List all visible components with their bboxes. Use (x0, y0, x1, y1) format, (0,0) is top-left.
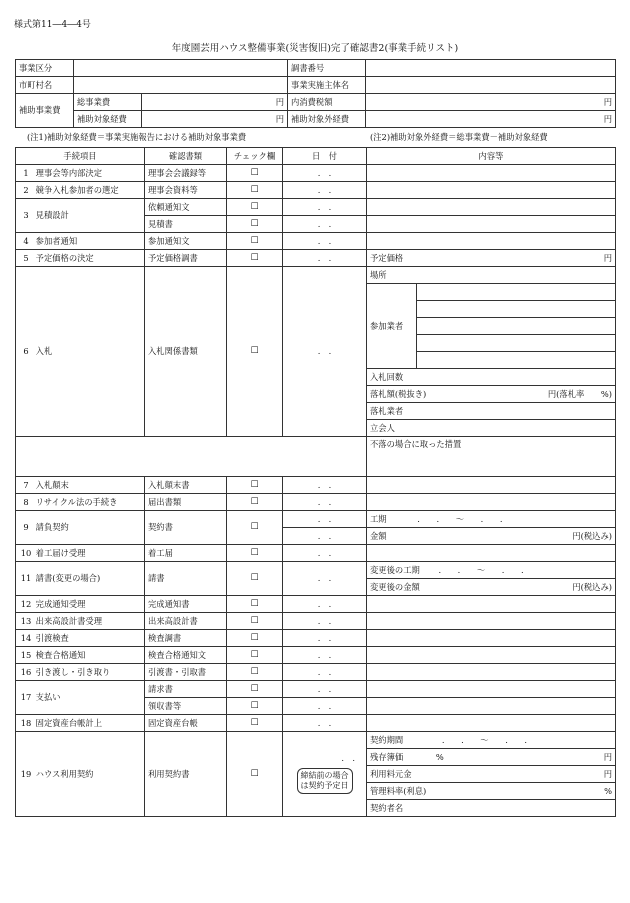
checkbox[interactable]: ☐ (227, 630, 283, 647)
document-name: 理事会資料等 (145, 182, 227, 199)
participants-label: 参加業者 (367, 284, 417, 369)
procedure-item: 8 リサイクル法の手続き (16, 494, 145, 511)
procedure-item: 11 請書(変更の場合) (16, 562, 145, 596)
naishohi-label: 内消費税額 (288, 94, 366, 111)
date-field[interactable]: . . (283, 165, 367, 182)
checkbox[interactable]: ☐ (227, 596, 283, 613)
content-field[interactable] (367, 647, 616, 664)
checkbox[interactable]: ☐ (227, 494, 283, 511)
procedure-item: 16 引き渡し・引き取り (16, 664, 145, 681)
table-row (16, 681, 616, 698)
document-name: 検査調書 (145, 630, 227, 647)
col-date: 日 付 (283, 148, 367, 165)
document-name: 検査合格通知文 (145, 647, 227, 664)
note-2: (注2)補助対象外経費＝総事業費－補助対象経費 (370, 132, 548, 142)
failed-measure-field[interactable]: 不落の場合に取った措置 (367, 437, 616, 477)
table-row (16, 267, 616, 284)
table-row (16, 715, 616, 732)
document-name: 入札関係書類 (145, 267, 227, 437)
page-title: 年度園芸用ハウス整備事業(災害復旧)完了確認書2(事業手続リスト) (171, 43, 459, 54)
period-field[interactable]: 変更後の工期 . . ～ . . (367, 562, 616, 579)
participant-field[interactable] (417, 335, 616, 352)
content-field[interactable] (367, 613, 616, 630)
checkbox[interactable]: ☐ (227, 715, 283, 732)
checkbox[interactable]: ☐ (227, 182, 283, 199)
chosho-bango-field[interactable] (366, 60, 616, 77)
yotei-kakaku-label: 予定価格 (370, 252, 404, 263)
participant-field[interactable] (417, 318, 616, 335)
table-row (16, 437, 616, 477)
document-name: 引渡書・引取書 (145, 664, 227, 681)
date-field[interactable]: . . (283, 545, 367, 562)
checkbox[interactable]: ☐ (227, 698, 283, 715)
checkbox[interactable]: ☐ (227, 613, 283, 630)
table-row (16, 199, 616, 216)
table-row (16, 732, 616, 749)
jisshi-shutai-field[interactable] (366, 77, 616, 94)
date-field[interactable]: . . (283, 267, 367, 437)
bid-price-field[interactable]: 落札額(税抜き) 円(落札率 %) (367, 386, 616, 403)
date-field[interactable]: . . (283, 596, 367, 613)
form-number: 様式第11―4―4号 (14, 20, 91, 30)
checkbox[interactable]: ☐ (227, 562, 283, 596)
date-field[interactable]: . . (283, 199, 367, 216)
content-field[interactable] (367, 698, 616, 715)
amount-field[interactable]: 金額 円(税込み) (367, 528, 616, 545)
procedure-item: 12 完成通知受理 (16, 596, 145, 613)
procedure-item: 13 出来高設計書受理 (16, 613, 145, 630)
content-field[interactable] (367, 630, 616, 647)
winner-field[interactable]: 落札業者 (367, 403, 616, 420)
procedure-item: 15 検査合格通知 (16, 647, 145, 664)
checkbox[interactable]: ☐ (227, 545, 283, 562)
hojo-jigyohi-label: 補助事業費 (16, 94, 74, 128)
table-row (16, 511, 616, 528)
table-row (16, 233, 616, 250)
document-name: 請求書 (145, 681, 227, 698)
checkbox[interactable]: ☐ (227, 511, 283, 545)
checkbox[interactable]: ☐ (227, 250, 283, 267)
yen-unit: 円 (603, 252, 612, 263)
checkbox[interactable]: ☐ (227, 664, 283, 681)
content-field[interactable] (367, 494, 616, 511)
date-field[interactable]: . . (283, 715, 367, 732)
amount-field[interactable]: 変更後の金額 円(税込み) (367, 579, 616, 596)
naishohi-field[interactable]: 円 (366, 94, 616, 111)
procedure-table (15, 147, 616, 817)
content-field[interactable] (367, 681, 616, 698)
date-field[interactable]: . . (283, 494, 367, 511)
procedure-item: 7 入札顛末 (16, 477, 145, 494)
jisshi-shutai-label: 事業実施主体名 (288, 77, 366, 94)
table-row (16, 613, 616, 630)
date-field[interactable]: . . (283, 528, 367, 545)
col-check: チェック欄 (227, 148, 283, 165)
table-row (16, 664, 616, 681)
procedure-item: 19 ハウス利用契約 (16, 732, 145, 817)
shichoson-label: 市町村名 (16, 77, 74, 94)
participant-field[interactable] (417, 301, 616, 318)
checkbox[interactable]: ☐ (227, 216, 283, 233)
contractor-field[interactable]: 契約者名 (367, 800, 616, 817)
residual-field[interactable]: 残存簿価 % 円 (367, 749, 616, 766)
sojigyohi-field[interactable]: 円 (142, 94, 288, 111)
checkbox[interactable]: ☐ (227, 267, 283, 437)
checkbox[interactable]: ☐ (227, 647, 283, 664)
document-name: 固定資産台帳 (145, 715, 227, 732)
hojo-taishogai-label: 補助対象外経費 (288, 111, 366, 128)
document-name: 入札顛末書 (145, 477, 227, 494)
date-field[interactable]: . . (283, 233, 367, 250)
content-field[interactable] (367, 182, 616, 199)
date-field[interactable]: . . (283, 613, 367, 630)
document-name: 予定価格調書 (145, 250, 227, 267)
document-name: 領収書等 (145, 698, 227, 715)
document-name: 契約書 (145, 511, 227, 545)
procedure-item: 17 支払い (16, 681, 145, 715)
witness-field[interactable]: 立会人 (367, 420, 616, 437)
table-row (16, 596, 616, 613)
checkbox[interactable]: ☐ (227, 233, 283, 250)
checkbox[interactable]: ☐ (227, 477, 283, 494)
date-field[interactable]: . . (283, 250, 367, 267)
document-name: 出来高設計書 (145, 613, 227, 630)
content-field[interactable] (367, 664, 616, 681)
procedure-item: 14 引渡検査 (16, 630, 145, 647)
shichoson-field[interactable] (74, 77, 288, 94)
date-field[interactable]: . . (283, 698, 367, 715)
table-row (16, 647, 616, 664)
procedure-item: 9 請負契約 (16, 511, 145, 545)
col-document: 確認書類 (145, 148, 227, 165)
hojo-taisho-field[interactable]: 円 (142, 111, 288, 128)
hojo-taisho-label: 補助対象経費 (74, 111, 142, 128)
content-field[interactable] (367, 250, 616, 267)
table-row (16, 630, 616, 647)
participant-field[interactable] (417, 352, 616, 369)
participant-field[interactable] (417, 284, 616, 301)
date-field[interactable]: . . (283, 182, 367, 199)
table-row (16, 477, 616, 494)
content-field[interactable] (367, 199, 616, 216)
period-field[interactable]: 契約期間 . . ～ . . (367, 732, 616, 749)
checkbox[interactable]: ☐ (227, 732, 283, 817)
date-field[interactable]: . . (283, 664, 367, 681)
col-procedure: 手続項目 (16, 148, 145, 165)
content-field[interactable] (367, 216, 616, 233)
note-1: (注1)補助対象経費＝事業実施報告における補助対象事業費 (27, 132, 247, 142)
jigyo-kubun-label: 事業区分 (16, 60, 74, 77)
document-name: 完成通知書 (145, 596, 227, 613)
document-name: 着工届 (145, 545, 227, 562)
date-note: 締結前の場合 は契約予定日 (297, 768, 353, 794)
date-field[interactable]: . . (283, 511, 367, 528)
document-name: 請書 (145, 562, 227, 596)
procedure-item: 5 予定価格の決定 (16, 250, 145, 267)
table-row (16, 165, 616, 182)
checkbox[interactable]: ☐ (227, 681, 283, 698)
content-field[interactable] (367, 545, 616, 562)
content-field[interactable] (367, 715, 616, 732)
hojo-taishogai-field[interactable]: 円 (366, 111, 616, 128)
procedure-item: 1 理事会等内部決定 (16, 165, 145, 182)
content-field[interactable] (367, 477, 616, 494)
table-row (16, 545, 616, 562)
content-field[interactable] (367, 165, 616, 182)
place-field[interactable]: 場所 (367, 267, 616, 284)
col-content: 内容等 (367, 148, 616, 165)
document-name: 利用契約書 (145, 732, 227, 817)
content-field[interactable] (367, 596, 616, 613)
procedure-item: 2 競争入札参加者の選定 (16, 182, 145, 199)
procedure-item: 18 固定資産台帳計上 (16, 715, 145, 732)
table-row (16, 562, 616, 579)
sojigyohi-label: 総事業費 (74, 94, 142, 111)
content-field[interactable] (367, 233, 616, 250)
checkbox[interactable]: ☐ (227, 165, 283, 182)
jigyo-kubun-field[interactable] (74, 60, 288, 77)
header-table (15, 59, 616, 128)
bid-count-field[interactable]: 入札回数 (367, 369, 616, 386)
date-field[interactable]: . . (283, 562, 367, 596)
document-name: 参加通知文 (145, 233, 227, 250)
document-name: 見積書 (145, 216, 227, 233)
document-name: 依頼通知文 (145, 199, 227, 216)
date-field[interactable]: . . (283, 477, 367, 494)
procedure-item: 4 参加者通知 (16, 233, 145, 250)
checkbox[interactable]: ☐ (227, 199, 283, 216)
date-field[interactable]: . . (283, 647, 367, 664)
table-row (16, 182, 616, 199)
procedure-item: 3 見積設計 (16, 199, 145, 233)
date-field[interactable]: . . (283, 216, 367, 233)
procedure-item: 10 着工届け受理 (16, 545, 145, 562)
document-name: 届出書類 (145, 494, 227, 511)
date-field[interactable]: . . 締結前の場合 は契約予定日 (283, 732, 367, 817)
document-name: 理事会会議録等 (145, 165, 227, 182)
procedure-item: 6 入札 (16, 267, 145, 437)
mgmt-rate-field[interactable]: 管理料率(利息) % (367, 783, 616, 800)
fee-field[interactable]: 利用料元金 円 (367, 766, 616, 783)
table-row (16, 250, 616, 267)
chosho-bango-label: 調書番号 (288, 60, 366, 77)
table-row (16, 494, 616, 511)
period-field[interactable]: 工期 . . ～ . . (367, 511, 616, 528)
date-field[interactable]: . . (283, 681, 367, 698)
date-field[interactable]: . . (283, 630, 367, 647)
